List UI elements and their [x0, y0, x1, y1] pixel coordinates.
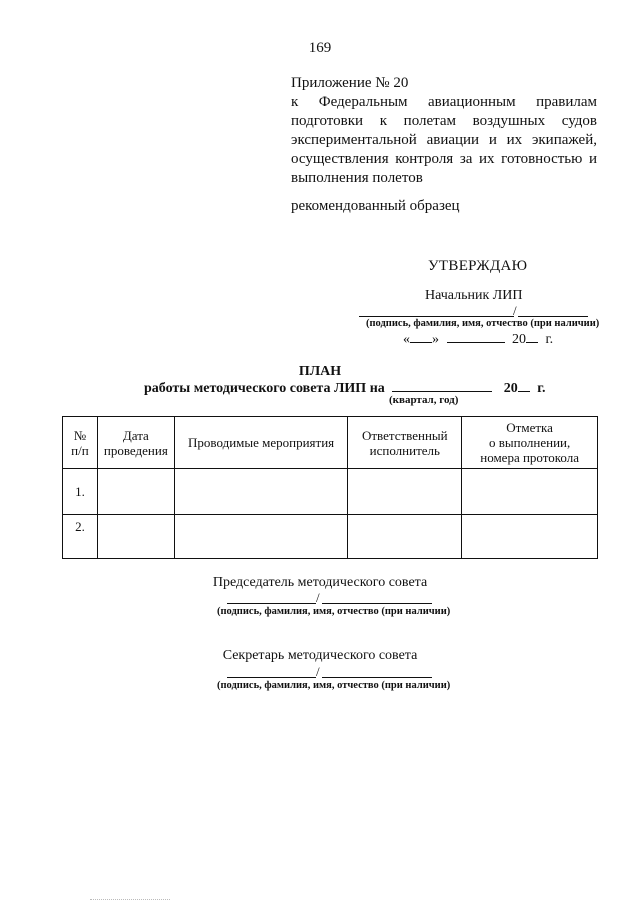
date-month-blank	[447, 331, 505, 343]
secretary-signature-caption: (подпись, фамилия, имя, отчество (при наличии)	[217, 680, 451, 691]
appendix-line-5: выполнения полетов	[291, 170, 423, 186]
approval-signature-caption: (подпись, фамилия, имя, отчество (при наличии)	[366, 318, 600, 329]
header-completion-mark: Отметка о выполнении, номера протокола	[462, 417, 598, 469]
chairman-signature-line	[227, 603, 316, 604]
approval-heading: УТВЕРЖДАЮ	[428, 258, 528, 274]
appendix-line-4: осуществления контроля за их готовностью и	[291, 151, 597, 167]
plan-table	[62, 416, 598, 559]
table-header-row	[63, 417, 598, 469]
plan-year-blank	[518, 380, 530, 392]
chairman-signature-slash: /	[316, 590, 320, 605]
appendix-line-3: экспериментальной авиации и их экипажей,	[291, 132, 597, 148]
date-year-blank	[526, 331, 538, 343]
header-date: Дата проведения	[97, 417, 174, 469]
date-suffix: г.	[545, 332, 554, 347]
recommended-sample-note: рекомендованный образец	[291, 198, 460, 214]
plan-title: ПЛАН	[298, 364, 342, 379]
date-close-quote: »	[432, 332, 439, 347]
plan-subtitle: работы методического совета ЛИП на	[144, 381, 385, 396]
table-cell	[174, 515, 348, 559]
table-cell: 2.	[63, 515, 98, 559]
secretary-name-line	[322, 677, 432, 678]
plan-year-prefix: 20	[503, 381, 518, 396]
approval-signature-line	[359, 316, 514, 317]
table-cell	[174, 469, 348, 515]
date-day-blank	[410, 331, 432, 343]
table-cell	[348, 515, 462, 559]
chairman-title: Председатель методического совета	[212, 575, 428, 590]
table-cell	[348, 469, 462, 515]
plan-period-blank	[392, 380, 492, 392]
date-year-prefix: 20	[512, 332, 526, 347]
approval-name-line	[518, 316, 588, 317]
table-cell: 1.	[63, 469, 98, 515]
table-row	[63, 515, 598, 559]
appendix-title: Приложение № 20	[291, 75, 409, 91]
appendix-block	[291, 74, 597, 188]
plan-year-suffix: г.	[537, 381, 546, 396]
date-open-quote: «	[403, 332, 410, 347]
plan-period-caption: (квартал, год)	[389, 394, 459, 406]
table-cell	[462, 515, 598, 559]
scan-artifact	[90, 899, 170, 900]
chairman-signature-caption: (подпись, фамилия, имя, отчество (при наличии)	[217, 606, 451, 617]
approval-signature-slash: /	[513, 303, 517, 318]
secretary-signature-slash: /	[316, 664, 320, 679]
plan-subtitle-line	[144, 380, 546, 397]
approval-position: Начальник ЛИП	[425, 288, 523, 303]
appendix-line-2: подготовки к полетам воздушных судов	[291, 113, 597, 129]
secretary-title: Секретарь методического совета	[222, 648, 418, 663]
header-number: № п/п	[63, 417, 98, 469]
header-responsible: Ответственный исполнитель	[348, 417, 462, 469]
chairman-name-line	[322, 603, 432, 604]
table-cell	[97, 469, 174, 515]
table-cell	[97, 515, 174, 559]
table-row	[63, 469, 598, 515]
approval-date-line	[403, 331, 553, 348]
appendix-line-1: к Федеральным авиационным правилам	[291, 94, 597, 110]
header-activities: Проводимые мероприятия	[174, 417, 348, 469]
table-cell	[462, 469, 598, 515]
secretary-signature-line	[227, 677, 316, 678]
page-number: 169	[308, 40, 332, 56]
